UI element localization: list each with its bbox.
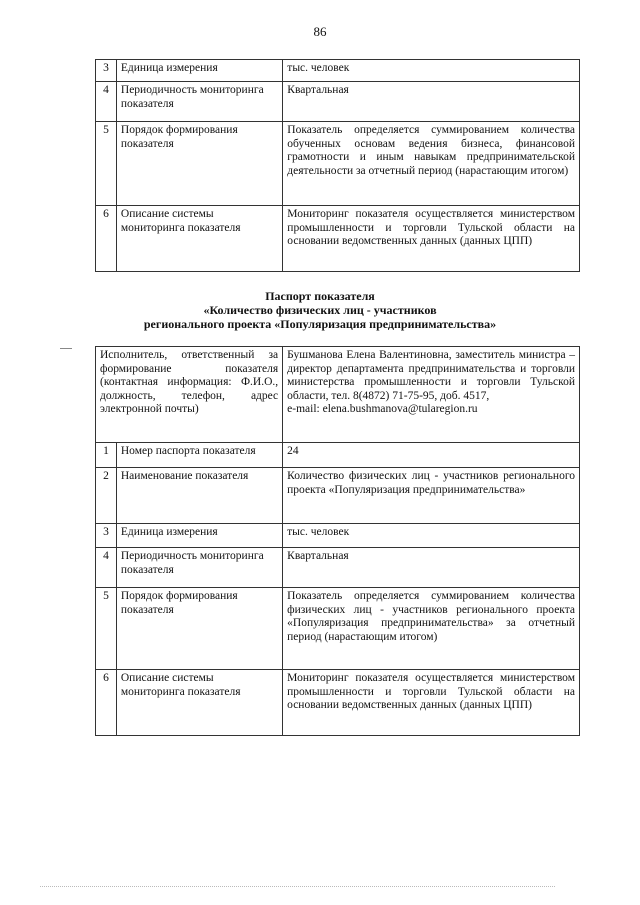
row-value: Показатель определяется суммированием количества физических лиц - участников регионального проекта «Популяризация предпринимательства» за отчетный период (нарастающим итогом) [283,588,580,670]
table-row [96,670,580,736]
passport-title [0,289,640,331]
row-number: 2 [96,468,117,524]
table-row [96,206,580,272]
passport-title-line: Паспорт показателя [265,289,375,303]
row-label: Наименование показателя [116,468,282,524]
passport-title-line: «Количество физических лиц - участников [203,303,437,317]
row-value: Количество физических лиц - участников регионального проекта «Популяризация предпринимательства» [283,468,580,524]
row-label: Периодичность мониторинга показателя [116,548,282,588]
row-label: Порядок формирования показателя [116,122,282,206]
row-label: Порядок формирования показателя [116,588,282,670]
row-label: Номер паспорта показателя [116,443,282,468]
row-value: Квартальная [283,82,580,122]
executor-row [96,347,580,443]
row-value: тыс. человек [283,60,580,82]
table-row [96,443,580,468]
table-row [96,524,580,548]
row-value: 24 [283,443,580,468]
row-number: 3 [96,524,117,548]
row-number: 4 [96,82,117,122]
row-value: Мониторинг показателя осуществляется министерством промышленности и торговли Тульской области на основании ведомственных данных (данных ЦПП) [283,206,580,272]
executor-details: Бушманова Елена Валентиновна, заместитель министра – директор департамента предпринимательства и торговли министерства промышленности и торговли Тульской области, тел. 8(4872) 71-75-95, доб. 4517, [287,349,575,402]
row-number: 5 [96,122,117,206]
executor-email: e-mail: elena.bushmanova@tularegion.ru [287,403,478,415]
indicator-passport-table [95,346,580,736]
row-number: 5 [96,588,117,670]
table-row [96,82,580,122]
row-label: Единица измерения [116,524,282,548]
row-label: Единица измерения [116,60,282,82]
scan-artifact-line [40,886,555,887]
row-value: Мониторинг показателя осуществляется министерством промышленности и торговли Тульской области на основании ведомственных данных (данных ЦПП) [283,670,580,736]
table-row [96,548,580,588]
table-row [96,468,580,524]
margin-mark [60,348,72,349]
row-number: 1 [96,443,117,468]
passport-title-line: регионального проекта «Популяризация предпринимательства» [143,317,497,331]
row-number: 6 [96,206,117,272]
row-number: 3 [96,60,117,82]
executor-label: Исполнитель, ответственный за формирование показателя (контактная информация: Ф.И.О., должность, телефон, адрес электронной почты) [96,347,283,443]
table-row [96,60,580,82]
row-value: тыс. человек [283,524,580,548]
row-value: Показатель определяется суммированием количества обученных основам ведения бизнеса, финансовой грамотности и иным навыкам предпринимательской деятельности за отчетный период (нарастающим итогом) [283,122,580,206]
page-number: 86 [313,24,327,39]
row-label: Описание системы мониторинга показателя [116,206,282,272]
row-number: 6 [96,670,117,736]
row-value: Квартальная [283,548,580,588]
executor-value [283,347,580,443]
table-row [96,122,580,206]
table-row [96,588,580,670]
row-number: 4 [96,548,117,588]
row-label: Периодичность мониторинга показателя [116,82,282,122]
indicator-table-continued [95,59,580,272]
row-label: Описание системы мониторинга показателя [116,670,282,736]
